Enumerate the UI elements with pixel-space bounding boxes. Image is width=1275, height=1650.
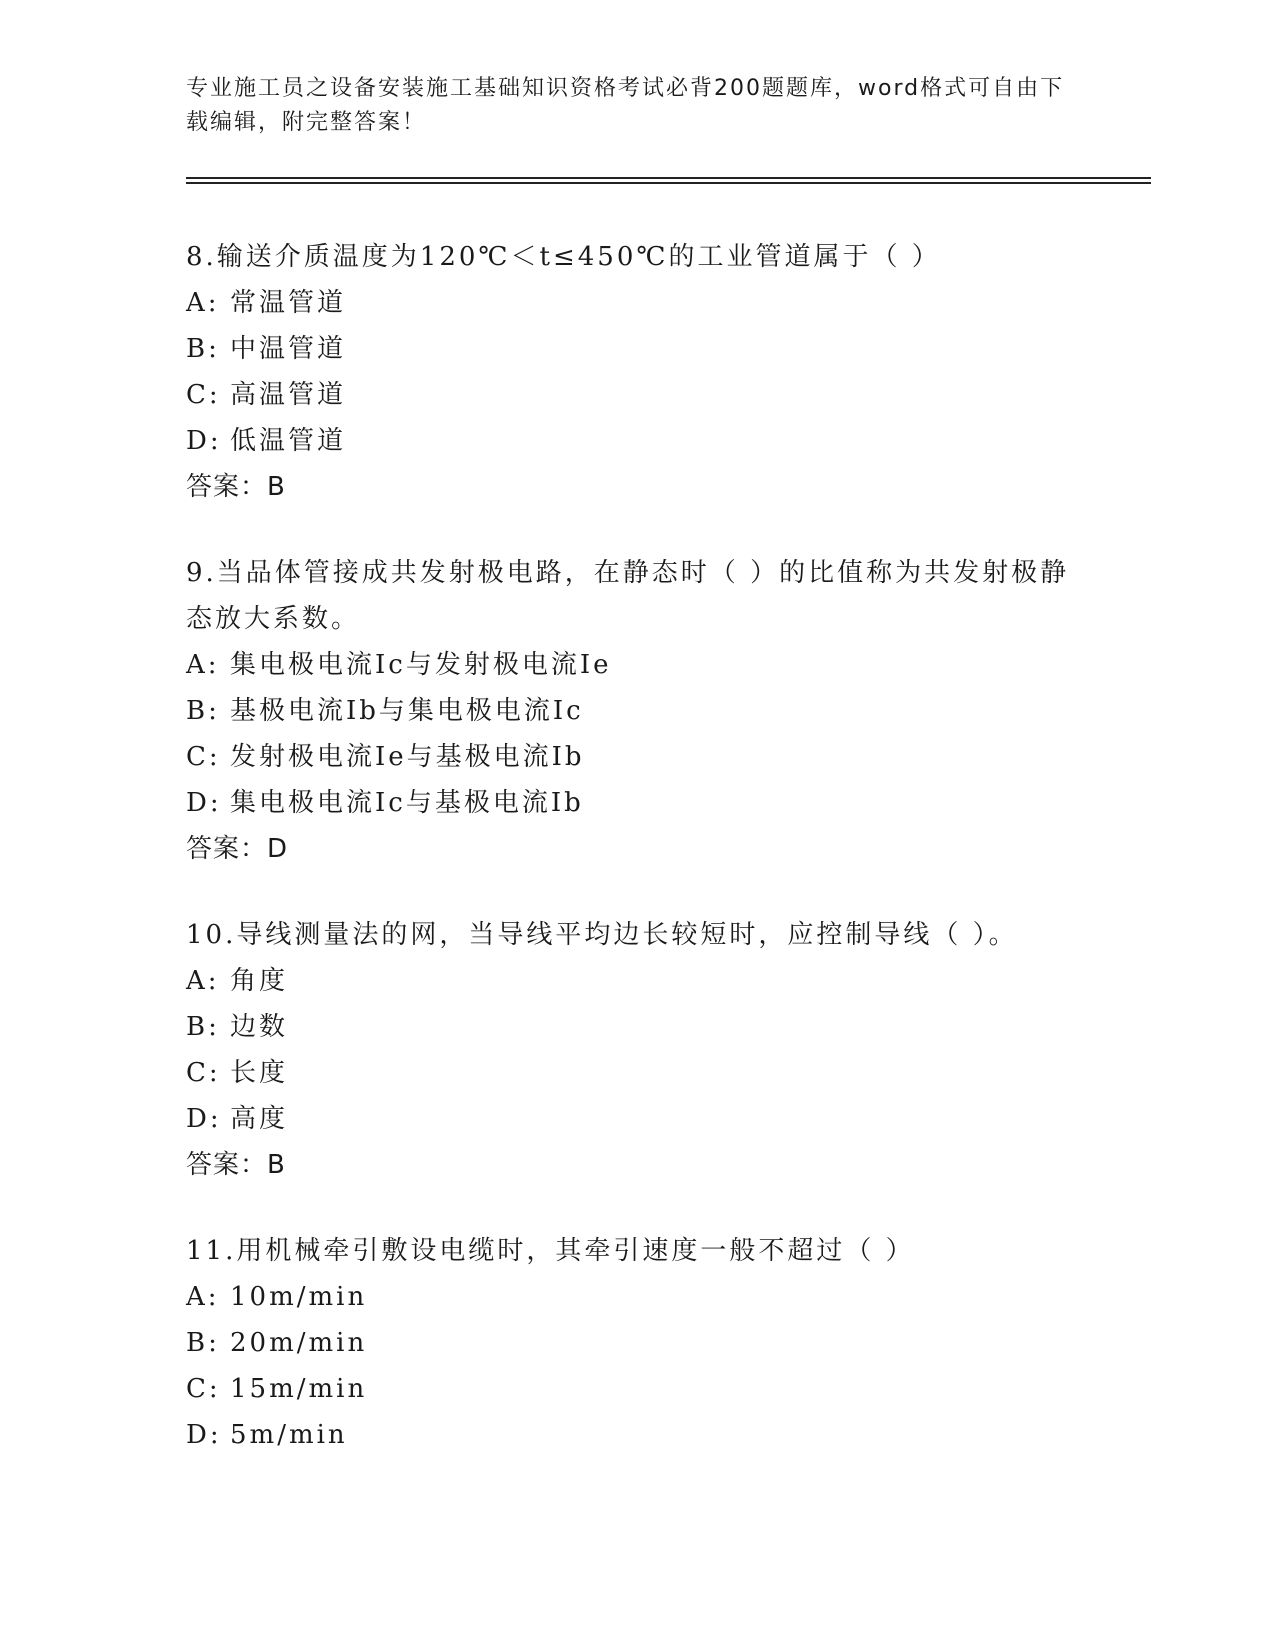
option-text: 边数 <box>230 1012 289 1042</box>
option-text: 常温管道 <box>230 288 347 318</box>
option-text: 高温管道 <box>230 380 347 410</box>
option-letter: C: <box>186 742 221 772</box>
option-letter: B: <box>186 1012 220 1042</box>
option-a <box>186 1274 1086 1320</box>
option-letter: C: <box>186 1374 221 1404</box>
option-letter: A: <box>186 966 220 996</box>
option-c <box>186 1366 1086 1412</box>
option-b <box>186 326 1086 372</box>
option-d <box>186 418 1086 464</box>
answer-line: 答案：B <box>186 1150 286 1180</box>
option-text: 15m/min <box>230 1374 368 1404</box>
question-10 <box>186 912 1086 1188</box>
option-c <box>186 1050 1086 1096</box>
option-text: 长度 <box>230 1058 289 1088</box>
option-d <box>186 1412 1086 1458</box>
option-text: 中温管道 <box>230 334 347 364</box>
option-d <box>186 780 1086 826</box>
question-stem: 11.用机械牵引敷设电缆时，其牵引速度一般不超过（ ） <box>186 1236 915 1266</box>
option-text: 10m/min <box>230 1282 368 1312</box>
option-a <box>186 958 1086 1004</box>
question-8 <box>186 234 1086 510</box>
option-letter: C: <box>186 1058 221 1088</box>
header-divider-bottom <box>186 182 1151 184</box>
option-text: 角度 <box>230 966 289 996</box>
option-letter: B: <box>186 334 220 364</box>
option-text: 5m/min <box>230 1420 348 1450</box>
option-letter: C: <box>186 380 221 410</box>
option-a <box>186 642 1086 688</box>
option-letter: D: <box>186 1104 222 1134</box>
option-b <box>186 688 1086 734</box>
option-letter: A: <box>186 650 220 680</box>
option-letter: D: <box>186 788 222 818</box>
option-letter: B: <box>186 1328 220 1358</box>
question-stem: 10.导线测量法的网，当导线平均边长较短时，应控制导线（ ）。 <box>186 920 1018 950</box>
header-divider-top <box>186 177 1151 179</box>
option-letter: A: <box>186 288 220 318</box>
option-b <box>186 1004 1086 1050</box>
option-a <box>186 280 1086 326</box>
option-d <box>186 1096 1086 1142</box>
option-letter: A: <box>186 1282 220 1312</box>
option-letter: D: <box>186 1420 222 1450</box>
option-text: 发射极电流Ie与基极电流Ib <box>230 742 585 772</box>
option-text: 基极电流Ib与集电极电流Ic <box>230 696 584 726</box>
option-c <box>186 372 1086 418</box>
answer-line: 答案：B <box>186 472 286 502</box>
question-list <box>186 234 1086 1498</box>
option-b <box>186 1320 1086 1366</box>
option-letter: B: <box>186 696 220 726</box>
document-header: 专业施工员之设备安装施工基础知识资格考试必背200题题库，word格式可自由下载编辑，附完整答案！ <box>186 76 1065 135</box>
option-text: 低温管道 <box>230 426 347 456</box>
option-text: 集电极电流Ic与发射极电流Ie <box>230 650 612 680</box>
option-letter: D: <box>186 426 222 456</box>
answer-line: 答案：D <box>186 834 289 864</box>
question-stem: 9.当品体管接成共发射极电路，在静态时（ ）的比值称为共发射极静态放大系数。 <box>186 558 1070 634</box>
option-c <box>186 734 1086 780</box>
option-text: 20m/min <box>230 1328 368 1358</box>
option-text: 集电极电流Ic与基极电流Ib <box>230 788 584 818</box>
question-11 <box>186 1228 1086 1458</box>
question-stem: 8.输送介质温度为120℃＜t≤450℃的工业管道属于（ ） <box>186 242 941 272</box>
question-9 <box>186 550 1086 872</box>
option-text: 高度 <box>230 1104 289 1134</box>
